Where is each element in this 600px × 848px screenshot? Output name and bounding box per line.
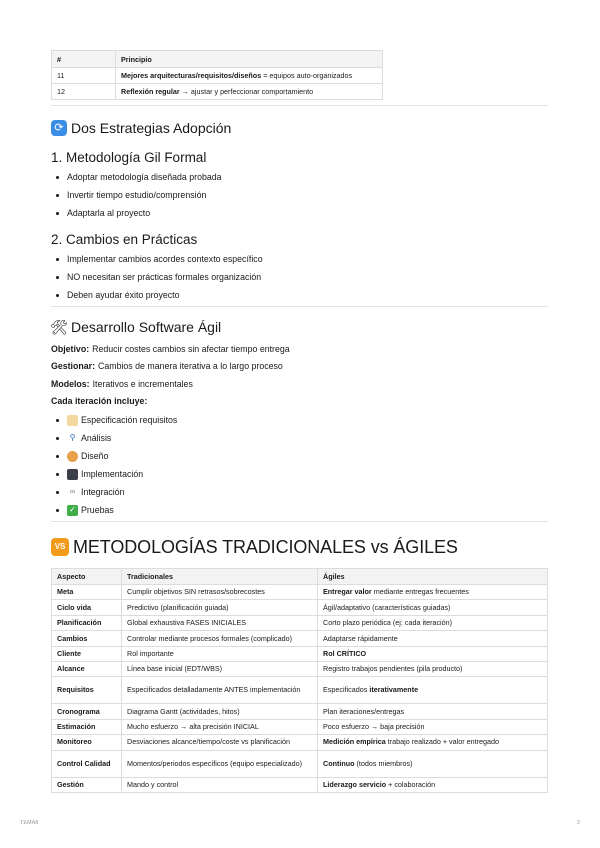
agile-cell xyxy=(318,777,548,792)
clipboard-icon xyxy=(67,415,78,426)
table-row xyxy=(52,600,548,615)
aspect-cell: Cambios xyxy=(52,631,122,646)
aspect-cell: Ciclo vida xyxy=(52,600,122,615)
traditional-cell: Global exhaustiva FASES INICIALES xyxy=(122,615,318,630)
cell-bold-text: iterativamente xyxy=(369,685,419,695)
field-value: Reducir costes cambios sin afectar tiempo entrega xyxy=(92,343,290,354)
field-label: Cada iteración incluye: xyxy=(51,396,148,407)
cell-bold-text: Medición empírica xyxy=(323,737,386,747)
table-row xyxy=(52,719,548,734)
vs-icon: VS xyxy=(51,538,69,556)
table-row xyxy=(52,777,548,792)
table-row xyxy=(52,750,548,777)
page-number: 2 xyxy=(576,820,580,826)
list-item xyxy=(51,447,548,465)
table-header-row xyxy=(52,51,383,68)
aspect-cell: Monitoreo xyxy=(52,735,122,750)
agile-cell xyxy=(318,585,548,600)
bullet-list xyxy=(51,168,548,222)
list-item xyxy=(51,411,548,429)
table-row xyxy=(52,677,548,704)
cell-text: + colaboración xyxy=(386,779,436,789)
agile-cell: Corto plazo periódica (ej: cada iteración) xyxy=(318,615,548,630)
agile-cell: Poco esfuerzo → baja precisión xyxy=(318,719,548,734)
section-title: METODOLOGÍAS TRADICIONALES vs ÁGILES xyxy=(73,536,458,557)
cell-bold-text: Rol CRÍTICO xyxy=(323,648,367,658)
cell-bold-text: Continuo xyxy=(323,758,355,768)
agile-cell: Ágil/adaptativo (características guiadas) xyxy=(318,600,548,615)
bullet-list xyxy=(51,250,548,304)
traditional-cell: Mando y control xyxy=(122,777,318,792)
divider xyxy=(51,521,548,522)
cell-text: mediante entregas frecuentes xyxy=(371,587,469,597)
traditional-cell: Predictivo (planificación guiada) xyxy=(122,600,318,615)
list-item xyxy=(51,501,548,519)
table-row xyxy=(52,631,548,646)
list-item xyxy=(51,429,548,447)
aspect-cell: Planificación xyxy=(52,615,122,630)
table-row xyxy=(52,646,548,661)
table-cell xyxy=(116,84,383,100)
table-cell xyxy=(116,68,383,84)
manage-line xyxy=(51,358,548,376)
list-item xyxy=(51,483,548,501)
subsection-heading: 2. Cambios en Prácticas xyxy=(51,231,198,247)
table-header-row xyxy=(52,569,548,585)
agile-cell: Plan iteraciones/entregas xyxy=(318,704,548,719)
aspect-cell: Cliente xyxy=(52,646,122,661)
iteration-list xyxy=(51,411,548,519)
table-cell: 11 xyxy=(52,68,116,84)
column-header: Ágiles xyxy=(318,569,548,585)
section-heading xyxy=(51,317,548,337)
column-header: # xyxy=(52,51,116,68)
cell-text: = equipos auto-organizados xyxy=(263,71,353,80)
cell-text: trabajo realizado + valor entregado xyxy=(385,737,499,747)
list-item xyxy=(51,465,548,483)
cell-text: → ajustar y perfeccionar comportamiento xyxy=(181,87,314,96)
field-value: Cambios de manera iterativa a lo largo proceso xyxy=(98,361,283,372)
aspect-cell: Gestión xyxy=(52,777,122,792)
traditional-cell: Rol importante xyxy=(122,646,318,661)
column-header: Aspecto xyxy=(52,569,122,585)
table-row xyxy=(52,735,548,750)
agile-cell xyxy=(318,750,548,777)
section-title: Desarrollo Software Ágil xyxy=(71,319,222,335)
cell-bold-text: Reflexión regular xyxy=(121,87,180,96)
link-icon: ∞ xyxy=(69,487,76,496)
cell-bold-text: Mejores arquitecturas/requisitos/diseños xyxy=(121,71,262,80)
field-label: Objetivo: xyxy=(51,343,90,354)
check-icon: ✓ xyxy=(67,505,78,516)
table-row xyxy=(52,704,548,719)
section-title: Dos Estrategias Adopción xyxy=(71,120,232,136)
iteration-label-line xyxy=(51,393,548,411)
list-item: Deben ayudar éxito proyecto xyxy=(51,286,548,304)
page-content xyxy=(51,50,548,793)
principles-table xyxy=(51,50,383,100)
list-item: Invertir tiempo estudio/comprensión xyxy=(51,186,548,204)
cell-text: Especificados xyxy=(323,685,370,695)
objective-line xyxy=(51,340,548,358)
cell-text: (todos miembros) xyxy=(354,758,413,768)
aspect-cell: Requisitos xyxy=(52,677,122,704)
traditional-cell: Controlar mediante procesos formales (complicado) xyxy=(122,631,318,646)
section-heading xyxy=(51,118,548,138)
traditional-cell: Desviaciones alcance/tiempo/coste vs planificación xyxy=(122,735,318,750)
list-item-label: Implementación xyxy=(81,469,144,479)
cell-bold-text: Liderazgo servicio xyxy=(323,779,387,789)
traditional-cell: Cumplir objetivos SIN retrasos/sobrecostes xyxy=(122,585,318,600)
footer-left: TEMA8 xyxy=(20,820,39,826)
table-row xyxy=(52,585,548,600)
aspect-cell: Meta xyxy=(52,585,122,600)
field-label: Gestionar: xyxy=(51,361,95,372)
agile-cell xyxy=(318,677,548,704)
agile-cell xyxy=(318,735,548,750)
agile-cell: Registro trabajos pendientes (pila producto) xyxy=(318,661,548,676)
field-label: Modelos: xyxy=(51,378,90,389)
list-item: NO necesitan ser prácticas formales organización xyxy=(51,268,548,286)
table-row xyxy=(52,84,383,100)
list-item: Adaptarla al proyecto xyxy=(51,204,548,222)
list-item-label: Diseño xyxy=(81,451,109,461)
aspect-cell: Cronograma xyxy=(52,704,122,719)
traditional-cell: Momentos/periodos específicos (equipo especializado) xyxy=(122,750,318,777)
cell-bold-text: Entregar valor xyxy=(323,587,372,597)
tools-icon: 🛠 xyxy=(50,319,68,335)
divider xyxy=(51,105,548,106)
traditional-cell: Línea base inicial (EDT/WBS) xyxy=(122,661,318,676)
field-value: Iterativos e incrementales xyxy=(92,378,193,389)
comparison-heading xyxy=(51,535,548,559)
palette-icon xyxy=(67,451,78,462)
agile-cell: Adaptarse rápidamente xyxy=(318,631,548,646)
divider xyxy=(51,306,548,307)
traditional-cell: Especificados detalladamente ANTES implementación xyxy=(122,677,318,704)
list-item: Implementar cambios acordes contexto específico xyxy=(51,250,548,268)
column-header: Tradicionales xyxy=(122,569,318,585)
traditional-cell: Mucho esfuerzo → alta precisión INICIAL xyxy=(122,719,318,734)
magnifier-icon: ⚲ xyxy=(69,433,76,442)
table-row xyxy=(52,68,383,84)
list-item-label: Integración xyxy=(81,487,125,497)
aspect-cell: Alcance xyxy=(52,661,122,676)
aspect-cell: Control Calidad xyxy=(52,750,122,777)
table-row xyxy=(52,615,548,630)
laptop-icon xyxy=(67,469,78,480)
models-line xyxy=(51,375,548,393)
comparison-table xyxy=(51,568,548,793)
agile-cell xyxy=(318,646,548,661)
table-row xyxy=(52,661,548,676)
list-item: Adoptar metodología diseñada probada xyxy=(51,168,548,186)
traditional-cell: Diagrama Gantt (actividades, hitos) xyxy=(122,704,318,719)
aspect-cell: Estimación xyxy=(52,719,122,734)
subsection-heading: 1. Metodología Gil Formal xyxy=(51,149,207,165)
list-item-label: Pruebas xyxy=(81,505,114,515)
column-header: Principio xyxy=(116,51,383,68)
list-item-label: Especificación requisitos xyxy=(81,415,178,425)
refresh-icon: ⟳ xyxy=(51,120,67,136)
list-item-label: Análisis xyxy=(81,433,112,443)
table-cell: 12 xyxy=(52,84,116,100)
